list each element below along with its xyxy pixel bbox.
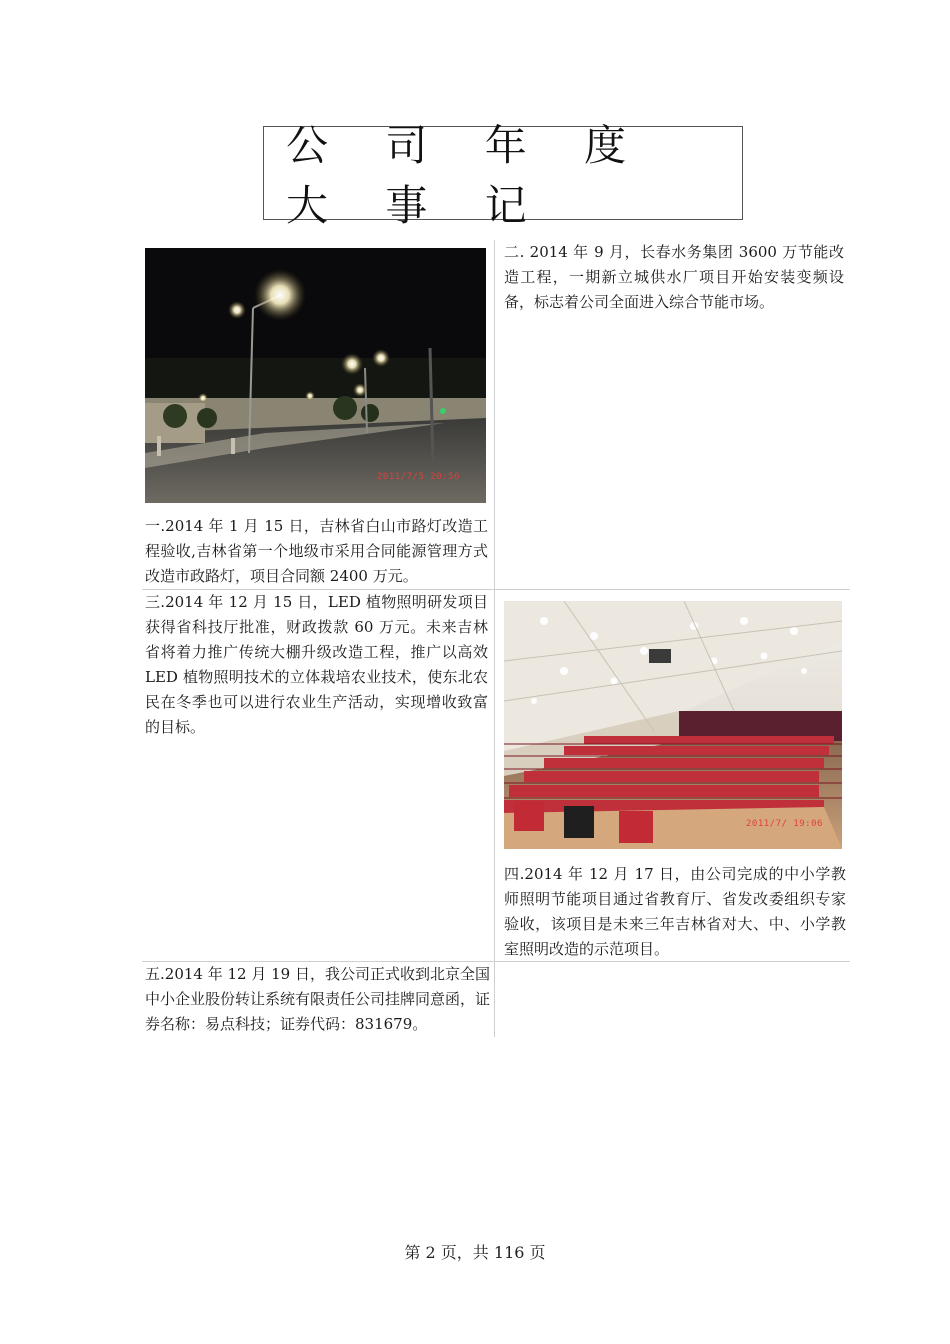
page-title: 公 司 年 度 大 事 记: [286, 121, 649, 230]
lecture-hall-photo: [504, 601, 842, 849]
column-divider: [494, 240, 495, 1037]
photo-timestamp: 2011/7/5 20:56: [377, 472, 460, 482]
event-2-text: 二. 2014 年 9 月，长春水务集团 3600 万节能改造工程，一期新立城供水厂项目开始安装变频设备，标志着公司全面进入综合节能市场。: [504, 243, 844, 311]
event-5-text: 五.2014 年 12 月 19 日，我公司正式收到北京全国中小企业股份转让系统有限责任公司挂牌同意函，证券名称：易点科技；证券代码：831679。: [145, 965, 491, 1033]
street-light-photo: [145, 248, 486, 503]
title-box: [263, 121, 743, 230]
event-4-text: 四.2014 年 12 月 17 日，由公司完成的中小学教师照明节能项目通过省教育厅、省发改委组织专家验收，该项目是未来三年吉林省对大、中、小学教室照明改造的示范项目。: [504, 865, 846, 958]
page-footer: 第 2 页，共 116 页: [404, 1243, 546, 1262]
photo-timestamp: 2011/7/ 19:06: [746, 819, 823, 829]
event-1-text: 一.2014 年 1 月 15 日，吉林省白山市路灯改造工程验收,吉林省第一个地级市采用合同能源管理方式改造市政路灯，项目合同额 2400 万元。: [145, 517, 488, 585]
event-3-text: 三.2014 年 12 月 15 日，LED 植物照明研发项目获得省科技厅批准，财政拨款 60 万元。未来吉林省将着力推广传统大棚升级改造工程，推广以高效 LED 植物照明技术的立体栽培农业技术，使东北农民在冬季也可以进行农业生产活动，实现增收致富的目标。: [145, 593, 488, 736]
